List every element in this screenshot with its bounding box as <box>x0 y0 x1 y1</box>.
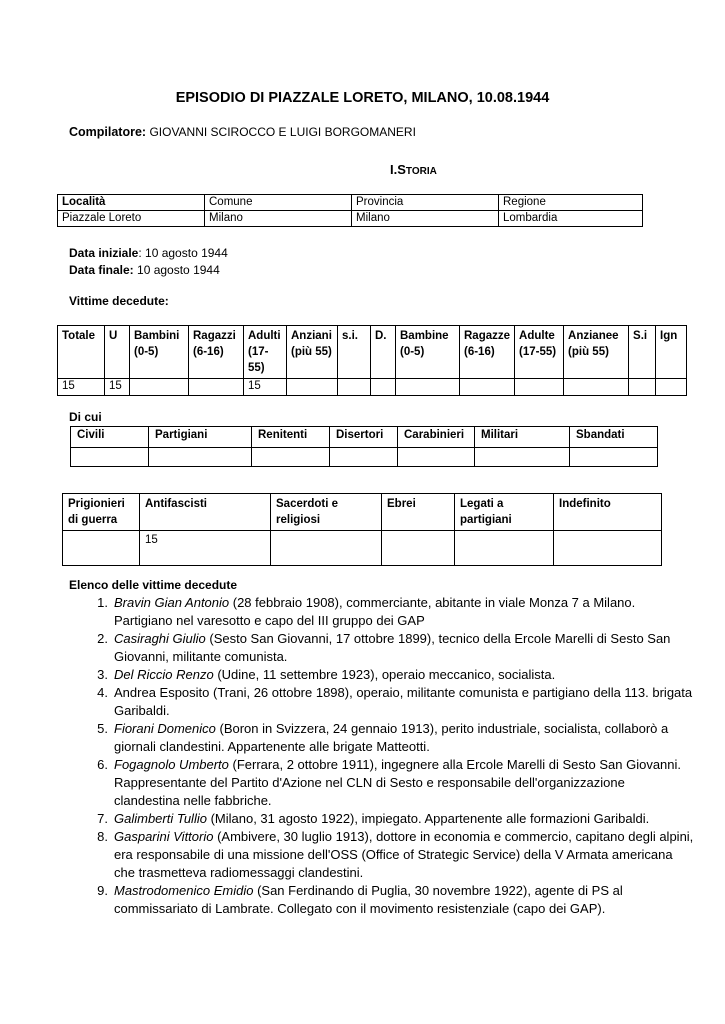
table-cell <box>189 379 244 396</box>
table-cell <box>149 448 252 467</box>
table-cell <box>330 448 398 467</box>
header-cell: Bambine (0-5) <box>396 326 460 379</box>
table-cell <box>515 379 564 396</box>
header-cell: Anzianee (più 55) <box>564 326 629 379</box>
table-header-row <box>63 494 662 531</box>
table-header-row <box>58 195 643 211</box>
table-header-row <box>71 427 658 448</box>
list-item <box>97 594 694 630</box>
end-date-label: Data finale: <box>69 263 134 277</box>
item-number: 2. <box>97 631 108 646</box>
header-cell: S.i <box>629 326 656 379</box>
table-cell: 15 <box>140 531 271 566</box>
header-cell: Provincia <box>352 195 499 211</box>
header-cell: Località <box>58 195 205 211</box>
table-cell <box>252 448 330 467</box>
table-header-row <box>58 326 687 379</box>
header-cell: s.i. <box>338 326 371 379</box>
document-title: EPISODIO DI PIAZZALE LORETO, MILANO, 10.08.1944 <box>175 90 550 106</box>
table-cell <box>287 379 338 396</box>
table-cell <box>338 379 371 396</box>
list-item <box>97 882 694 918</box>
header-cell: Ign <box>656 326 687 379</box>
compilatore-label: Compilatore: <box>69 125 147 139</box>
elenco-label: Elenco delle vittime decedute <box>69 578 238 592</box>
header-cell: Prigionieri di guerra <box>63 494 140 531</box>
header-cell: Ragazzi (6-16) <box>189 326 244 379</box>
section-heading <box>390 162 437 177</box>
item-number: 4. <box>97 685 108 700</box>
table-cell: Milano <box>205 211 352 227</box>
item-number: 1. <box>97 595 108 610</box>
item-number: 7. <box>97 811 108 826</box>
table-row <box>58 379 687 396</box>
table-cell <box>398 448 475 467</box>
item-number: 9. <box>97 883 108 898</box>
table-cell: 15 <box>105 379 130 396</box>
item-number: 3. <box>97 667 108 682</box>
table-cell: 15 <box>244 379 287 396</box>
header-cell: Disertori <box>330 427 398 448</box>
list-item <box>97 828 694 882</box>
table-cell: Piazzale Loreto <box>58 211 205 227</box>
victim-name: Bravin Gian Antonio <box>114 595 230 610</box>
victim-desc: (Milano, 31 agosto 1922), impiegato. Appartenente alle formazioni Garibaldi. <box>206 811 650 826</box>
victim-name: Del Riccio Renzo <box>114 667 214 682</box>
header-cell: Militari <box>475 427 570 448</box>
header-cell: Carabinieri <box>398 427 475 448</box>
dates-block <box>69 245 228 279</box>
prigionieri-table <box>62 493 662 566</box>
table-cell <box>460 379 515 396</box>
header-cell: Comune <box>205 195 352 211</box>
table-cell: 15 <box>58 379 105 396</box>
table-cell <box>455 531 554 566</box>
header-cell: Anziani (più 55) <box>287 326 338 379</box>
vittime-table <box>57 325 687 396</box>
table-cell <box>475 448 570 467</box>
table-cell <box>371 379 396 396</box>
section-rest: TORIA <box>405 166 437 177</box>
list-item <box>97 720 694 756</box>
header-cell: Totale <box>58 326 105 379</box>
header-cell: Sacerdoti e religiosi <box>271 494 382 531</box>
item-number: 5. <box>97 721 108 736</box>
table-cell <box>382 531 455 566</box>
header-cell: Civili <box>71 427 149 448</box>
header-cell: Adulte (17-55) <box>515 326 564 379</box>
header-cell: Legati a partigiani <box>455 494 554 531</box>
list-item <box>97 630 694 666</box>
compilatore-value: GIOVANNI SCIROCCO E LUIGI BORGOMANERI <box>149 125 416 139</box>
victim-desc: Andrea Esposito (Trani, 26 ottobre 1898), operaio, militante comunista e partigiano della 113. brigata Garibaldi. <box>114 685 693 718</box>
header-cell: Regione <box>499 195 643 211</box>
list-item <box>97 756 694 810</box>
victim-name: Casiraghi Giulio <box>114 631 206 646</box>
victim-name: Fiorani Domenico <box>114 721 216 736</box>
table-row <box>63 531 662 566</box>
victims-list <box>88 594 694 918</box>
table-cell <box>63 531 140 566</box>
di-cui-table <box>70 426 658 467</box>
header-cell: Renitenti <box>252 427 330 448</box>
table-cell <box>271 531 382 566</box>
localita-table <box>57 194 643 227</box>
table-cell: Milano <box>352 211 499 227</box>
table-cell <box>130 379 189 396</box>
header-cell: Bambini (0-5) <box>130 326 189 379</box>
header-cell: U <box>105 326 130 379</box>
victim-desc: (San Ferdinando di Puglia, 30 novembre 1922), agente di PS al commissariato di Lambrate. Collegato con il movimento resistenziale (capo dei GAP). <box>114 883 623 916</box>
victim-desc: (Udine, 11 settembre 1923), operaio meccanico, socialista. <box>213 667 556 682</box>
victim-name: Galimberti Tullio <box>114 811 207 826</box>
table-cell <box>554 531 662 566</box>
victim-name: Mastrodomenico Emidio <box>114 883 254 898</box>
section-prefix: I.S <box>390 162 406 177</box>
victim-desc: (Sesto San Giovanni, 17 ottobre 1899), tecnico della Ercole Marelli di Sesto San Giovanni, militante comunista. <box>114 631 671 664</box>
list-item <box>97 810 694 828</box>
start-date-value: : 10 agosto 1944 <box>138 246 228 260</box>
item-number: 8. <box>97 829 108 844</box>
header-cell: Partigiani <box>149 427 252 448</box>
victim-name: Gasparini Vittorio <box>114 829 214 844</box>
table-cell <box>564 379 629 396</box>
table-cell <box>71 448 149 467</box>
start-date <box>69 245 228 262</box>
list-item <box>97 666 694 684</box>
victim-desc: (Boron in Svizzera, 24 gennaio 1913), perito industriale, socialista, collaborò a giornali clandestini. Appartenente alle brigate Matteotti. <box>114 721 669 754</box>
header-cell: Indefinito <box>554 494 662 531</box>
list-item <box>97 684 694 720</box>
victim-desc: (Ambivere, 30 luglio 1913), dottore in economia e commercio, capitano degli alpini, era responsabile di una missione dell'OSS (Office of Strategic Service) della V Armata americana che trasmetteva radiomessaggi clandestini. <box>114 829 694 880</box>
victim-desc: (28 febbraio 1908), commerciante, abitante in viale Monza 7 a Milano. Partigiano nel varesotto e capo del III gruppo dei GAP <box>114 595 636 628</box>
start-date-label: Data iniziale <box>69 246 139 260</box>
table-row <box>71 448 658 467</box>
header-cell: D. <box>371 326 396 379</box>
compilatore-line <box>69 125 416 139</box>
header-cell: Antifascisti <box>140 494 271 531</box>
victim-name: Fogagnolo Umberto <box>114 757 229 772</box>
header-cell: Ragazze (6-16) <box>460 326 515 379</box>
table-cell <box>629 379 656 396</box>
table-cell <box>396 379 460 396</box>
table-cell <box>656 379 687 396</box>
vittime-label: Vittime decedute: <box>69 294 169 308</box>
di-cui-label: Di cui <box>69 410 102 424</box>
header-cell: Adulti (17-55) <box>244 326 287 379</box>
table-cell: Lombardia <box>499 211 643 227</box>
end-date-value: 10 agosto 1944 <box>133 263 220 277</box>
victim-desc: (Ferrara, 2 ottobre 1911), ingegnere alla Ercole Marelli di Sesto San Giovanni. Rappresentante del Partito d'Azione nel CLN di Sesto e responsabile dell'organizzazione clandestina nelle fabbriche. <box>114 757 682 808</box>
end-date <box>69 262 228 279</box>
header-cell: Sbandati <box>570 427 658 448</box>
table-row <box>58 211 643 227</box>
header-cell: Ebrei <box>382 494 455 531</box>
table-cell <box>570 448 658 467</box>
item-number: 6. <box>97 757 108 772</box>
